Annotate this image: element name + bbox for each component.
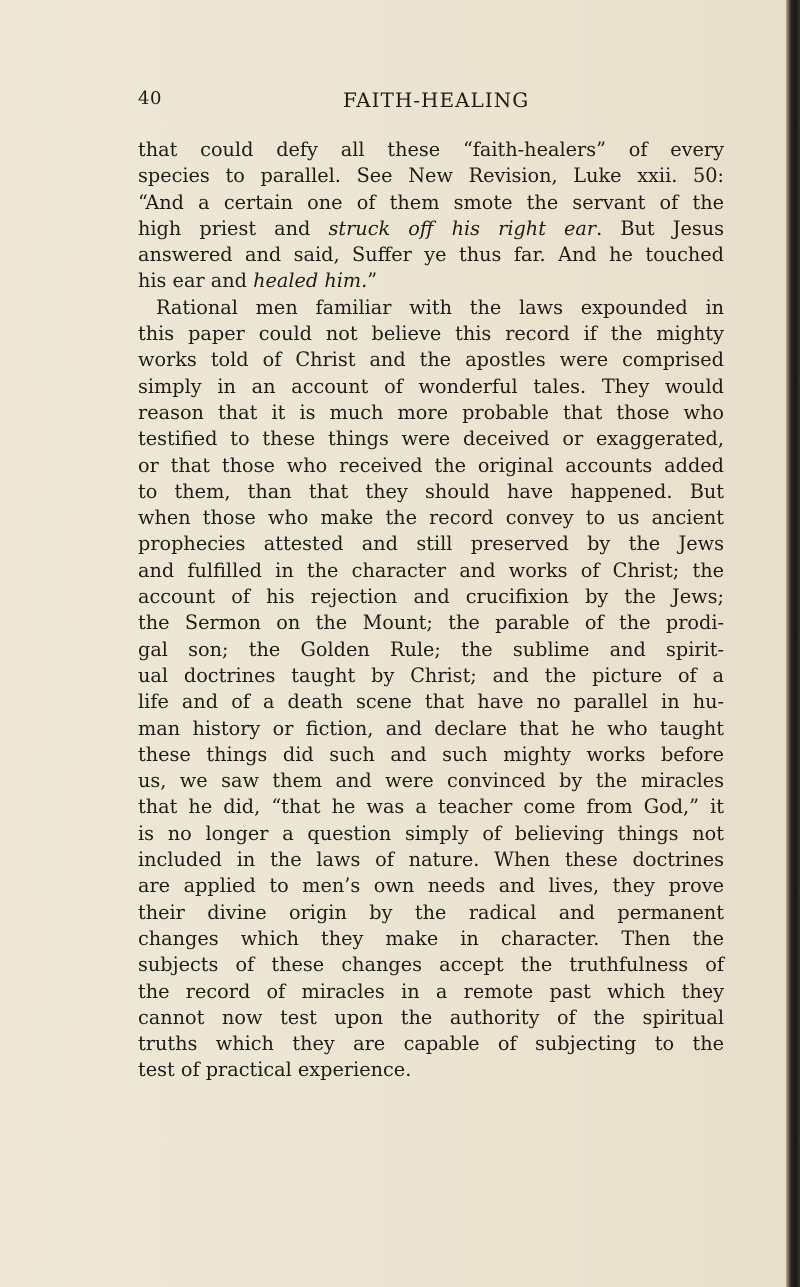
text-line: that could defy all these “faith-healers” of every [138,138,724,161]
text-line: life and of a death scene that have no parallel in hu- [138,690,724,714]
text-line: the Sermon on the Mount; the parable of the prodi- [138,611,724,635]
text-line: gal son; the Golden Rule; the sublime and spirit- [138,637,724,661]
text-line: and fulfilled in the character and works of Christ; the [138,558,724,582]
italic-text: struck off his right ear [328,216,597,240]
text-line: or that those who received the original accounts added [138,453,724,477]
body-text [138,137,724,1217]
text-line: man history or fiction, and declare that he who taught [138,716,724,740]
text-line: test of practical experience. [138,1058,412,1082]
text-line: ual doctrines taught by Christ; and the picture of a [138,663,724,687]
page-edge-shadow [786,0,800,1287]
text-line [138,268,724,294]
text-line: “And a certain one of them smote the servant of the [138,190,724,214]
text-line: works told of Christ and the apostles were comprised [138,348,724,372]
text-line: prophecies attested and still preserved by the Jews [138,532,724,556]
text-segment: his ear and [138,269,254,293]
text-line: truths which they are capable of subjecting to the [138,1032,724,1056]
paragraph-start-line: Rational men familiar with the laws expounded in [156,295,724,319]
text-line: the record of miracles in a remote past which they [138,979,724,1003]
italic-text: healed him. [253,269,368,293]
text-segment: . But Jesus [596,216,724,240]
text-line: when those who make the record convey to us ancient [138,506,724,530]
text-line: their divine origin by the radical and permanent [138,900,724,924]
text-line: are applied to men’s own needs and lives, they prove [138,874,724,898]
text-line: reason that it is much more probable that those who [138,400,724,424]
text-line [138,216,724,242]
text-segment: ” [367,269,378,293]
text-line: answered and said, Suffer ye thus far. And he touched [138,243,724,267]
text-line: included in the laws of nature. When these doctrines [138,848,724,872]
text-line: subjects of these changes accept the truthfulness of [138,953,724,977]
text-line: simply in an account of wonderful tales. They would [138,374,724,398]
text-line: to them, than that they should have happened. But [138,479,724,503]
running-head: FAITH-HEALING [343,88,530,112]
text-line: account of his rejection and crucifixion by the Jews; [138,585,724,609]
text-line: species to parallel. See New Revision, Luke xxii. 50: [138,164,724,188]
text-segment: high priest and [138,216,329,240]
text-line: that he did, “that he was a teacher come from God,” it [138,795,724,819]
text-line: is no longer a question simply of believing things not [138,821,724,845]
text-line: testified to these things were deceived or exaggerated, [138,427,724,451]
page-header [138,88,738,118]
text-line: this paper could not believe this record if the mighty [138,322,724,346]
page-number: 40 [138,88,162,109]
text-line: changes which they make in character. Then the [138,926,724,950]
text-line: these things did such and such mighty works before [138,742,724,766]
text-line: us, we saw them and were convinced by the miracles [138,769,724,793]
text-line: cannot now test upon the authority of the spiritual [138,1005,724,1029]
